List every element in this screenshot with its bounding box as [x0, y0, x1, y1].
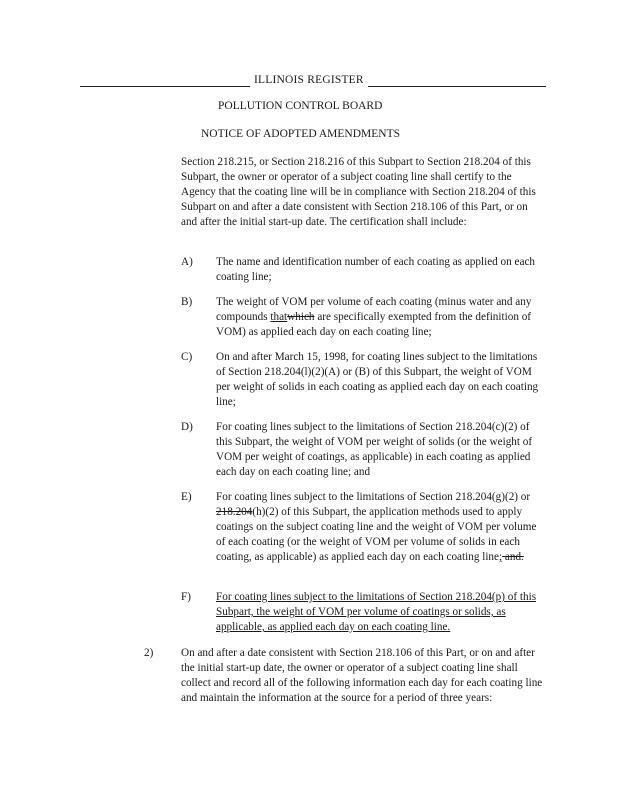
- item-label-f: F): [181, 591, 191, 603]
- item-label-a: A): [181, 256, 193, 268]
- board-name: POLLUTION CONTROL BOARD: [218, 100, 383, 112]
- inserted-text: that: [270, 311, 288, 323]
- item-text-e: For coating lines subject to the limitations of Section 218.204(g)(2) or 218.204(h)(2) of this Subpart, the application methods used to apply coatings on the subject coating line and the weight of VOM per volume of each coating (or the weight of VOM per volume of solids in each coating, as applicable) as applied each day on each coating line; and.: [216, 491, 537, 563]
- deleted-text: and.: [502, 551, 524, 563]
- item-text-a: The name and identification number of each coating as applied on each coating line;: [216, 256, 536, 283]
- item-text-c: On and after March 15, 1998, for coating lines subject to the limitations of Section 218.204(l)(2)(A) or (B) of this Subpart, the weight of VOM per weight of solids in each coating as applied each day on each coating line;: [216, 351, 539, 408]
- intro-paragraph: Section 218.215, or Section 218.216 of this Subpart to Section 218.204 of this Subpart, the owner or operator of a subject coating line shall certify to the Agency that the coating line will be in compliance with Section 218.204 of this Subpart on and after a date consistent with Section 218.106 of this Part, or on and after the initial start-up date. The certification shall include:: [181, 156, 536, 228]
- item-text-d: For coating lines subject to the limitations of Section 218.204(c)(2) of this Subpart, the weight of VOM per weight of solids (or the weight of VOM per weight of coatings, as applicable) in each coating as applied each day on each coating line; and: [216, 421, 533, 478]
- item-text-b: The weight of VOM per volume of each coating (minus water and any compounds thatwhich are specifically exempted from the definition of VOM) as applied each day on each coating line;: [216, 296, 532, 338]
- item-label-d: D): [181, 421, 193, 433]
- register-header: [80, 73, 546, 87]
- register-title: ILLINOIS REGISTER: [250, 73, 368, 88]
- numbered-label-2: 2): [144, 647, 154, 659]
- item-label-e: E): [181, 491, 192, 503]
- item-label-b: B): [181, 296, 193, 308]
- item-text-f: For coating lines subject to the limitations of Section 218.204(p) of this Subpart, the weight of VOM per volume of coatings or solids, as applicable, as applied each day on each coating line.: [216, 591, 537, 633]
- item-label-c: C): [181, 351, 193, 363]
- notice-title: NOTICE OF ADOPTED AMENDMENTS: [201, 128, 401, 140]
- inserted-text: ;: [498, 551, 503, 563]
- deleted-text: which: [287, 311, 315, 323]
- deleted-text: 218.204: [216, 506, 253, 518]
- numbered-text-2: On and after a date consistent with Section 218.106 of this Part, or on and after the initial start-up date, the owner or operator of a subject coating line shall collect and record all of the following information each day for each coating line and maintain the information at the source for a period of three years:: [181, 647, 543, 704]
